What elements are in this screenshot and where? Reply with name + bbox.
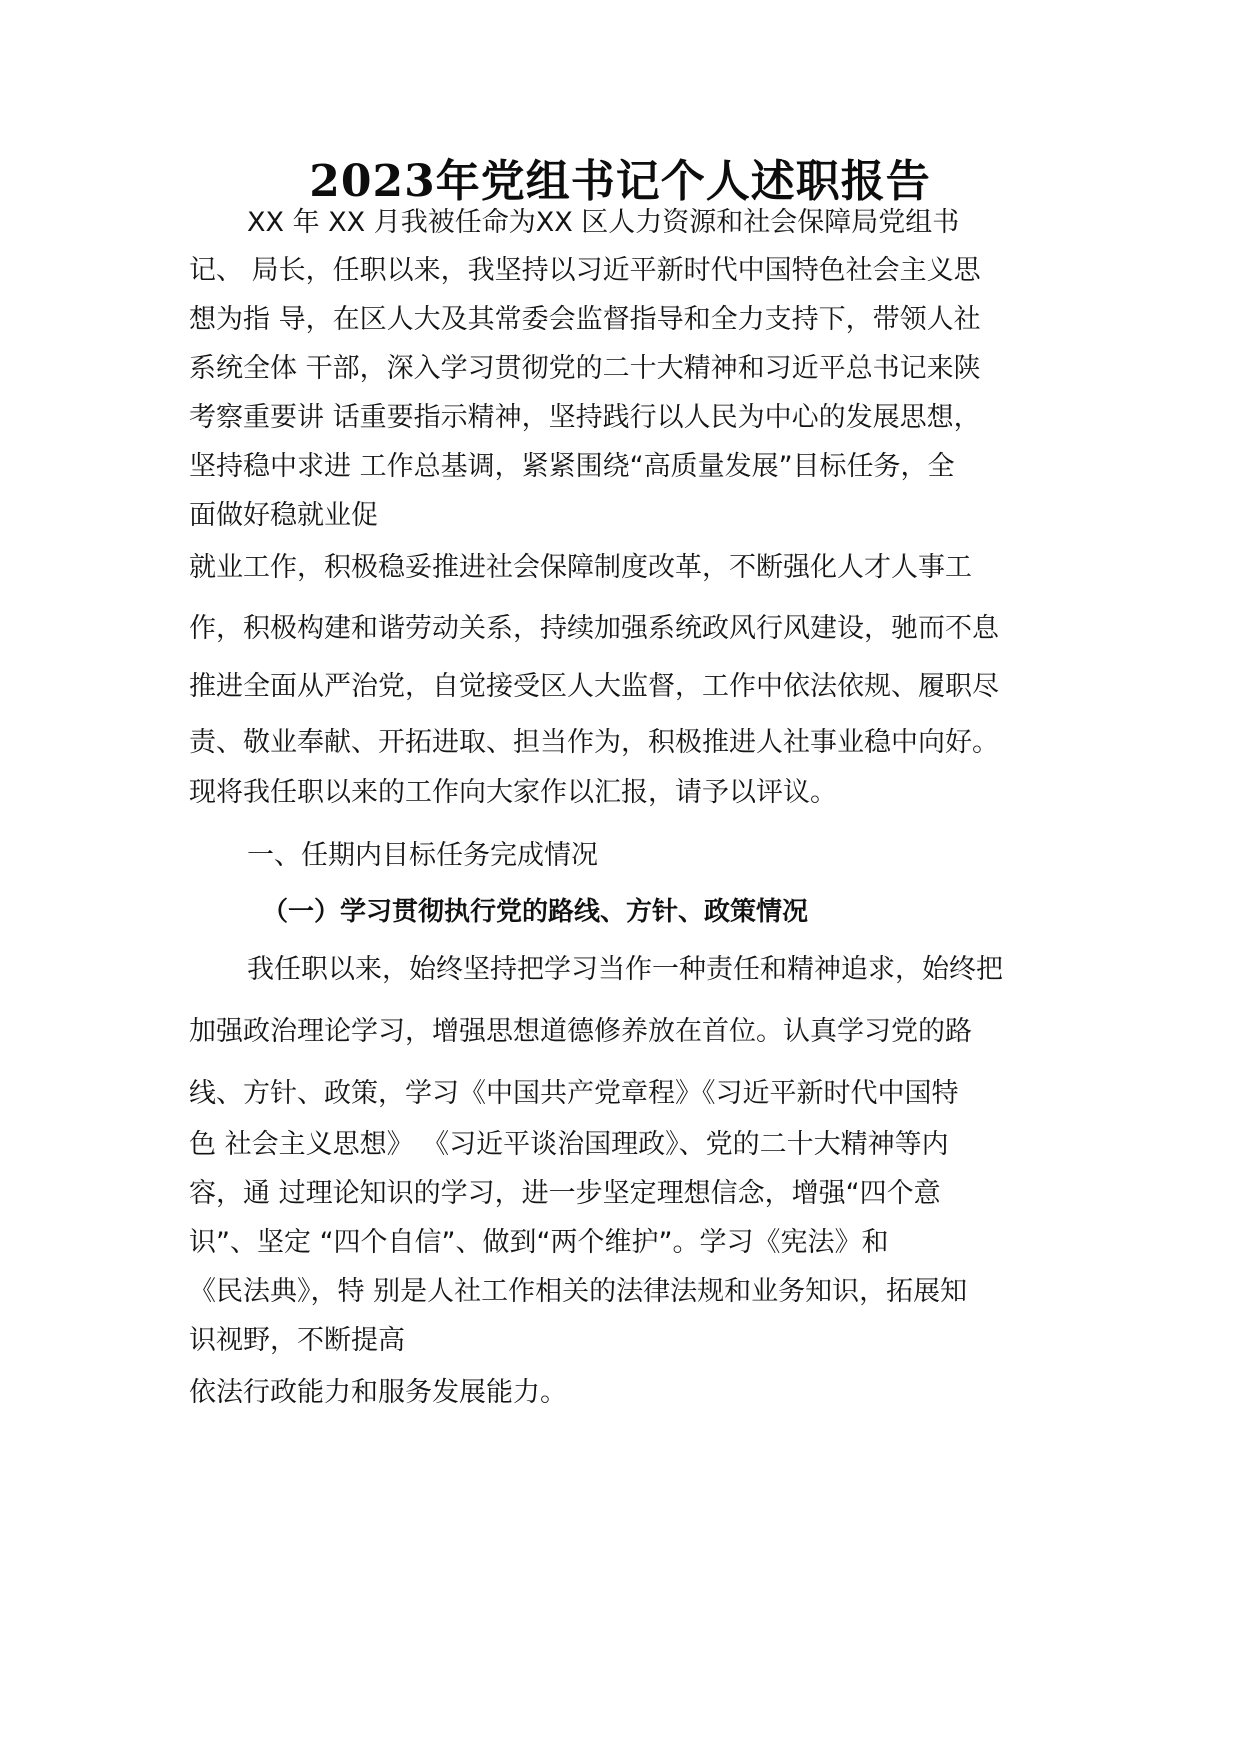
body-line: 识视野，不断提高 [189,1325,405,1356]
intro-line: 责、敬业奉献、开拓进取、担当作为，积极推进人社事业稳中向好。 [189,727,999,758]
body-line: 加强政治理论学习，增强思想道德修养放在首位。认真学习党的路 [189,1016,972,1047]
intro-line: 现将我任职以来的工作向大家作以汇报，请予以评议。 [189,777,837,808]
intro-line: 推进全面从严治党，自觉接受区人大监督，工作中依法依规、履职尽 [189,671,999,702]
body-line: 线、方针、政策，学习《中国共产党章程》《习近平新时代中国特 [189,1078,959,1109]
intro-line: 考察重要讲 话重要指示精神，坚持践行以人民为中心的发展思想， [189,402,981,433]
intro-line: 坚持稳中求进 工作总基调，紧紧围绕“高质量发展”目标任务，全 [189,451,955,482]
body-line: 依法行政能力和服务发展能力。 [189,1377,567,1408]
intro-line: 系统全体 干部，深入学习贯彻党的二十大精神和习近平总书记来陕 [189,353,981,384]
body-line: 色 社会主义思想》 《习近平谈治国理政》、党的二十大精神等内 [189,1129,949,1160]
intro-line: 面做好稳就业促 [189,500,378,531]
intro-line: 作，积极构建和谐劳动关系，持续加强系统政风行风建设，驰而不息 [189,613,999,644]
intro-line: 记、 局长，任职以来，我坚持以习近平新时代中国特色社会主义思 [189,255,981,286]
body-line: 《民法典》，特 别是人社工作相关的法律法规和业务知识，拓展知 [189,1276,968,1307]
body-line: 识”、坚定 “四个自信”、做到“两个维护”。学习《宪法》和 [189,1227,889,1258]
document-title: 2023年党组书记个人述职报告 [309,156,931,207]
intro-line: 就业工作，积极稳妥推进社会保障制度改革，不断强化人才人事工 [189,552,972,583]
intro-line: 想为指 导，在区人大及其常委会监督指导和全力支持下，带领人社 [189,304,981,335]
subsection-heading: （一）学习贯彻执行党的路线、方针、政策情况 [262,897,809,927]
body-line: 我任职以来，始终坚持把学习当作一种责任和精神追求，始终把 [247,954,1003,985]
intro-line: XX 年 XX 月我被任命为XX 区人力资源和社会保障局党组书 [247,207,960,238]
section-heading: 一、任期内目标任务完成情况 [247,840,598,871]
body-line: 容，通 过理论知识的学习，进一步坚定理想信念，增强“四个意 [189,1178,941,1209]
